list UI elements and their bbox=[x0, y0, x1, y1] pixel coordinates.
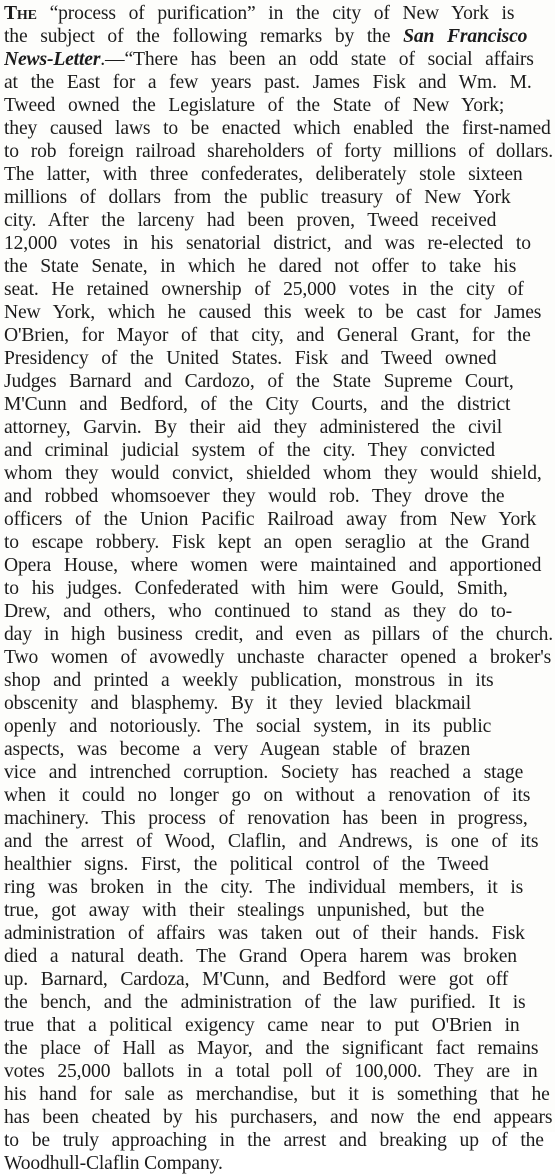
article-line: city. After the larceny had been proven, Tweed received bbox=[4, 210, 497, 231]
article-line: the bench, and the administration of the law purified. It is bbox=[4, 992, 526, 1013]
publication-name: San Francisco bbox=[403, 26, 528, 47]
article-line: aspects, was become a very Augean stable of brazen bbox=[4, 739, 471, 760]
article-line: to his judges. Confederated with him were Gould, Smith, bbox=[4, 578, 508, 599]
article-line: true, got away with their stealings unpunished, but the bbox=[4, 900, 485, 921]
article-line: Drew, and others, who continued to stand as they do to- bbox=[4, 601, 512, 622]
article-line: and the arrest of Wood, Claflin, and Andrews, is one of its bbox=[4, 831, 539, 852]
article-line: Presidency of the United States. Fisk and Tweed owned bbox=[4, 348, 497, 369]
article-line: up. Barnard, Cardoza, M'Cunn, and Bedford were got off bbox=[4, 969, 509, 990]
article-line: the State Senate, in which he dared not offer to take his bbox=[4, 256, 517, 277]
article-line: has been cheated by his purchasers, and now the end appears bbox=[4, 1107, 553, 1128]
article-line: ring was broken in the city. The individual members, it is bbox=[4, 877, 524, 898]
article-body bbox=[4, 2, 555, 1175]
publication-name: News-Letter bbox=[4, 49, 101, 70]
article-line: Opera House, where women were maintained and apportioned bbox=[4, 555, 542, 576]
article-line: Woodhull-Claflin Company. bbox=[4, 1153, 223, 1174]
article-line: and robbed whomsoever they would rob. They drove the bbox=[4, 486, 505, 507]
article-line: attorney, Garvin. By their aid they administered the civil bbox=[4, 417, 503, 438]
article-line: obscenity and blasphemy. By it they levied blackmail bbox=[4, 693, 472, 714]
article-line: votes 25,000 ballots in a total poll of 100,000. They are in bbox=[4, 1061, 538, 1082]
article-line: Tweed owned the Legislature of the State of New York; bbox=[4, 95, 505, 116]
lead-word: The bbox=[4, 3, 37, 24]
article-line: whom they would convict, shielded whom they would shield, bbox=[4, 463, 542, 484]
article-line: 12,000 votes in his senatorial district, and was re-elected to bbox=[4, 233, 531, 254]
article-line: they caused laws to be enacted which enabled the first-named bbox=[4, 118, 551, 139]
article-line: openly and notoriously. The social system, in its public bbox=[4, 716, 492, 737]
article-line: seat. He retained ownership of 25,000 votes in the city of bbox=[4, 279, 524, 300]
article-line: day in high business credit, and even as pillars of the church. bbox=[4, 624, 553, 645]
article-line: millions of dollars from the public treasury of New York bbox=[4, 187, 511, 208]
article-line: his hand for sale as merchandise, but it is something that he bbox=[4, 1084, 550, 1105]
article-line: Judges Barnard and Cardozo, of the State Supreme Court, bbox=[4, 371, 514, 392]
article-line: when it could no longer go on without a renovation of its bbox=[4, 785, 531, 806]
article-line: machinery. This process of renovation has been in progress, bbox=[4, 808, 528, 829]
article-line: M'Cunn and Bedford, of the City Courts, and the district bbox=[4, 394, 511, 415]
article-line: healthier signs. First, the political control of the Tweed bbox=[4, 854, 489, 875]
article-line: to escape robbery. Fisk kept an open seraglio at the Grand bbox=[4, 532, 530, 553]
article-line: the subject of the following remarks by the San Francisco bbox=[4, 26, 528, 47]
article-line: The latter, with three confederates, deliberately stole sixteen bbox=[4, 164, 523, 185]
article-line: and criminal judicial system of the city. They convicted bbox=[4, 440, 495, 461]
article-line: administration of affairs was taken out of their hands. Fisk bbox=[4, 923, 525, 944]
article-line: the place of Hall as Mayor, and the significant fact remains bbox=[4, 1038, 539, 1059]
article-line: New York, which he caused this week to be cast for James bbox=[4, 302, 542, 323]
article-line: vice and intrenched corruption. Society has reached a stage bbox=[4, 762, 524, 783]
article-line: Two women of avowedly unchaste character opened a broker's bbox=[4, 647, 552, 668]
article-line: died a natural death. The Grand Opera harem was broken bbox=[4, 946, 517, 967]
article-line: The “process of purification” in the city of New York is bbox=[4, 3, 515, 24]
article-line: officers of the Union Pacific Railroad away from New York bbox=[4, 509, 537, 530]
article-line: O'Brien, for Mayor of that city, and General Grant, for the bbox=[4, 325, 531, 346]
article-line: to be truly approaching in the arrest and breaking up of the bbox=[4, 1130, 544, 1151]
article-line: at the East for a few years past. James Fisk and Wm. M. bbox=[4, 72, 532, 93]
article-line: true that a political exigency came near to put O'Brien in bbox=[4, 1015, 520, 1036]
article-line: shop and printed a weekly publication, monstrous in its bbox=[4, 670, 494, 691]
article-line: News-Letter.—“There has been an odd state of social affairs bbox=[4, 49, 534, 70]
article-line: to rob foreign railroad shareholders of forty millions of dollars. bbox=[4, 141, 553, 162]
